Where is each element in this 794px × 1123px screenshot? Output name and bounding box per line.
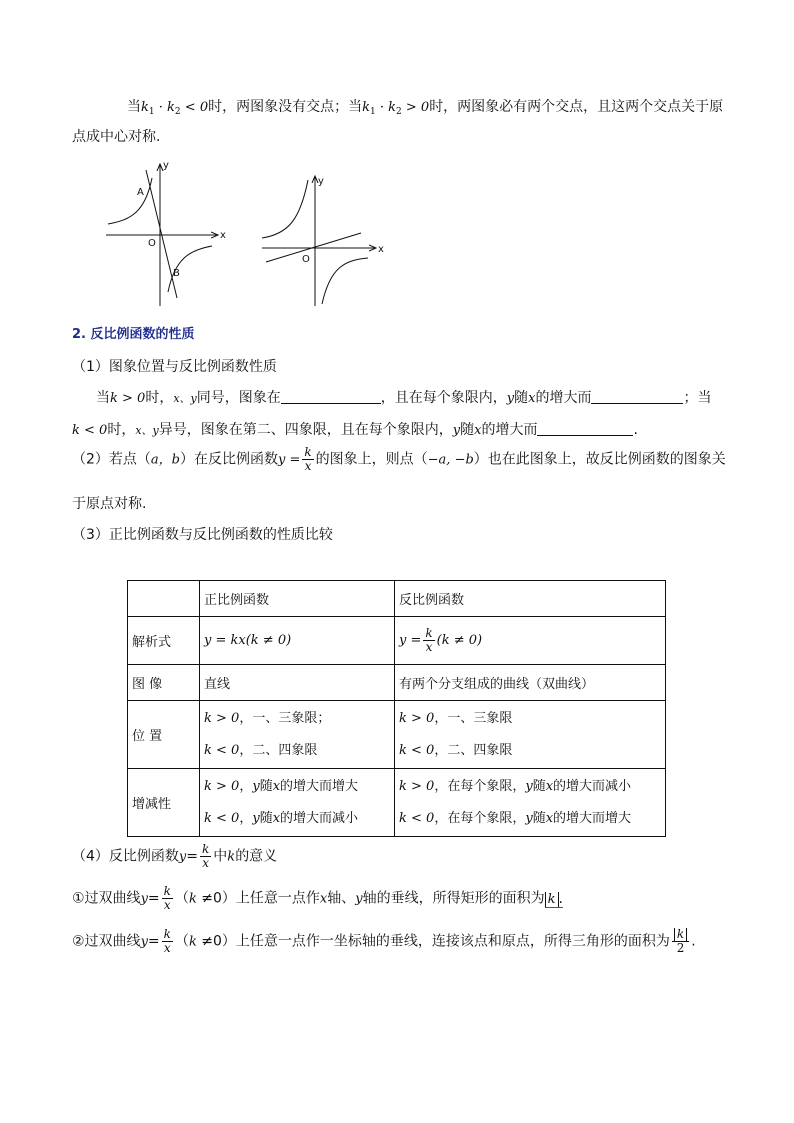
graph-2 [258,170,388,310]
origin-label: O [148,238,156,249]
hyperbola-branch-2 [108,178,152,224]
subsection-2-line-2: 于原点对称. [72,496,147,512]
hyperbola-branch-1 [262,180,308,238]
hyperbola-branch-3 [322,258,368,304]
table-row [128,701,666,769]
origin-label: O [302,254,310,265]
y-label: y [318,176,324,187]
y-label: y [163,160,169,171]
table-header: 反比例函数 [395,581,666,617]
table-cell: k > 0，一、三象限 k < 0，二、四象限 [395,701,666,769]
blank-trend-2[interactable] [537,421,633,436]
table-cell [128,581,200,617]
subsection-3-title: （3）正比例函数与反比例函数的性质比较 [72,527,333,543]
subsection-2-line-1: （2）若点（a，b）在反比例函数y = $\frac{k}{x}$ 的图象上，则点（−a, −b）也在此图象上，故反比例函数的图象关 [72,445,726,473]
subsection-1-line-2: k < 0时，x、y异号，图象在第二、四象限，且在每个象限内，y随x的增大而 . [72,422,638,438]
subsection-1-line-1: 当k > 0时，x、y同号，图象在 ，且在每个象限内，y随x的增大而 ；当 [96,390,712,406]
table-row [128,581,666,617]
dot: · [154,100,168,115]
table-row [128,665,666,701]
x-label: x [378,244,384,255]
k1b: $k_1$ [362,100,376,117]
meaning-2: ②过双曲线y= $\frac{k}{x}$ （k ≠0）上任意一点作一坐标轴的垂线，连接该点和原点，所得三角形的面积为 $\frac{k}{2}$ . [72,927,696,955]
table-cell: k > 0，在每个象限，y随x的增大而减小 k < 0，在每个象限，y随x的增大而增大 [395,769,666,837]
meaning-1: ①过双曲线y= $\frac{k}{x}$ （k ≠0）上任意一点作x轴、y轴的垂线，所得矩形的面积为 k . [72,884,563,912]
k2b: $k_2$ [388,100,402,117]
subsection-1-title: （1）图象位置与反比例函数性质 [72,359,277,375]
k1: $k_1$ [141,100,155,117]
area-triangle-answer: $\frac{k}{2}$ [672,928,689,955]
table-cell: y = $\frac{k}{x}$ (k ≠ 0) [395,617,666,665]
gt0: > 0 [401,100,430,115]
intro-line-1: 当$k_1 \cdot k_2 < 0$时，两图象没有交点；当$k_1 \cdot k_2 > 0$时，两图象必有两个交点，且这两个交点关于原 [127,99,724,117]
text: 时，两图象必有两个交点，且这两个交点关于原 [429,99,724,115]
section-heading: 2. 反比例函数的性质 [72,327,195,342]
blank-trend-1[interactable] [591,389,683,404]
row-label: 增减性 [128,769,200,837]
row-label: 位 置 [128,701,200,769]
fraction-k-over-x: $\frac{k}{x}$ [304,445,312,473]
comparison-table [127,580,666,837]
row-label: 解析式 [128,617,200,665]
table-row [128,769,666,837]
line-y-kx [146,170,177,298]
table-cell: k > 0，一、三象限； k < 0，二、四象限 [200,701,395,769]
intro-line-2: 点成中心对称. [72,129,161,145]
area-rectangle-answer: k . [545,891,563,908]
x-label: x [220,230,226,241]
text: 时，两图象没有交点；当 [208,99,363,115]
graph-1 [100,158,230,308]
subsection-4-title: （4）反比例函数y= $\frac{k}{x}$ 中k的意义 [72,842,278,870]
table-cell: k > 0，y随x的增大而增大 k < 0，y随x的增大而减小 [200,769,395,837]
text: 当 [127,99,141,115]
table-cell: 直线 [200,665,395,701]
table-cell: y = kx(k ≠ 0) [200,617,395,665]
k2: $k_2$ [167,100,181,117]
lt0: < 0 [180,100,209,115]
table-header: 正比例函数 [200,581,395,617]
blank-quadrants[interactable] [281,389,381,404]
point-b-label: B [173,268,180,279]
point-a-label: A [137,187,144,198]
table-cell: 有两个分支组成的曲线（双曲线） [395,665,666,701]
row-label: 图 像 [128,665,200,701]
table-row [128,617,666,665]
